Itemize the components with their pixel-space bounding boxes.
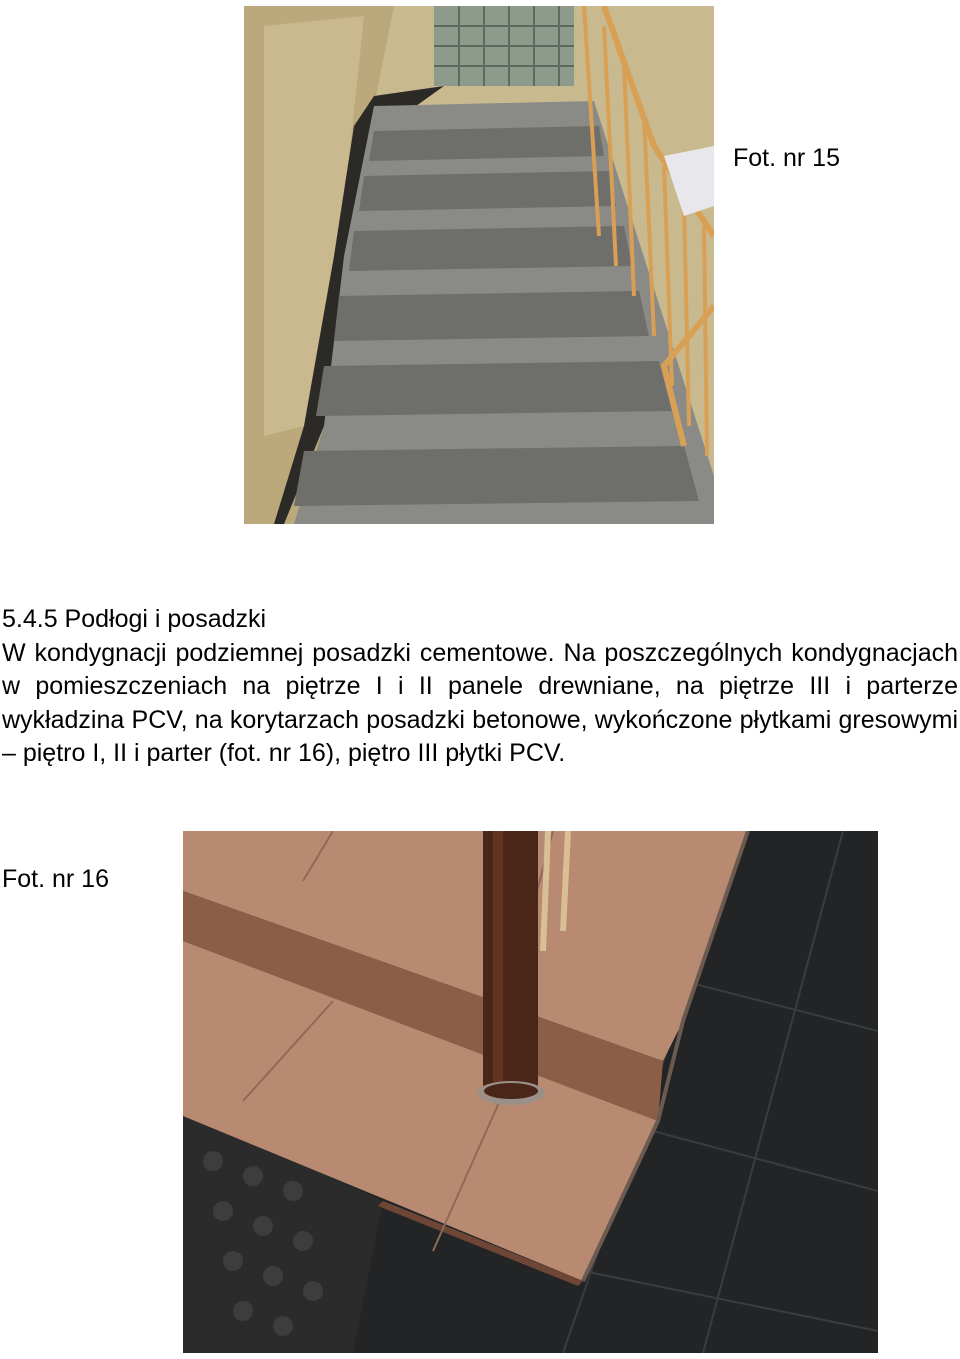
section-heading: 5.4.5 Podłogi i posadzki [2, 605, 267, 633]
floor-tiles-photo [183, 831, 878, 1353]
photo-16-caption: Fot. nr 16 [2, 865, 109, 893]
photo-15-caption: Fot. nr 15 [733, 144, 840, 172]
stairs-photo [244, 6, 714, 524]
body-paragraph: W kondygnacji podziemnej posadzki cementowe. Na poszczególnych kondygnacjach w pomieszczeniach na piętrze I i II panele drewniane, na piętrze III i parterze wykładzina PCV, na korytarzach posadzki betonowe, wykończone płytkami gresowymi – piętro I, II i parter (fot. nr 16), piętro III płytki PCV. [2, 639, 958, 767]
